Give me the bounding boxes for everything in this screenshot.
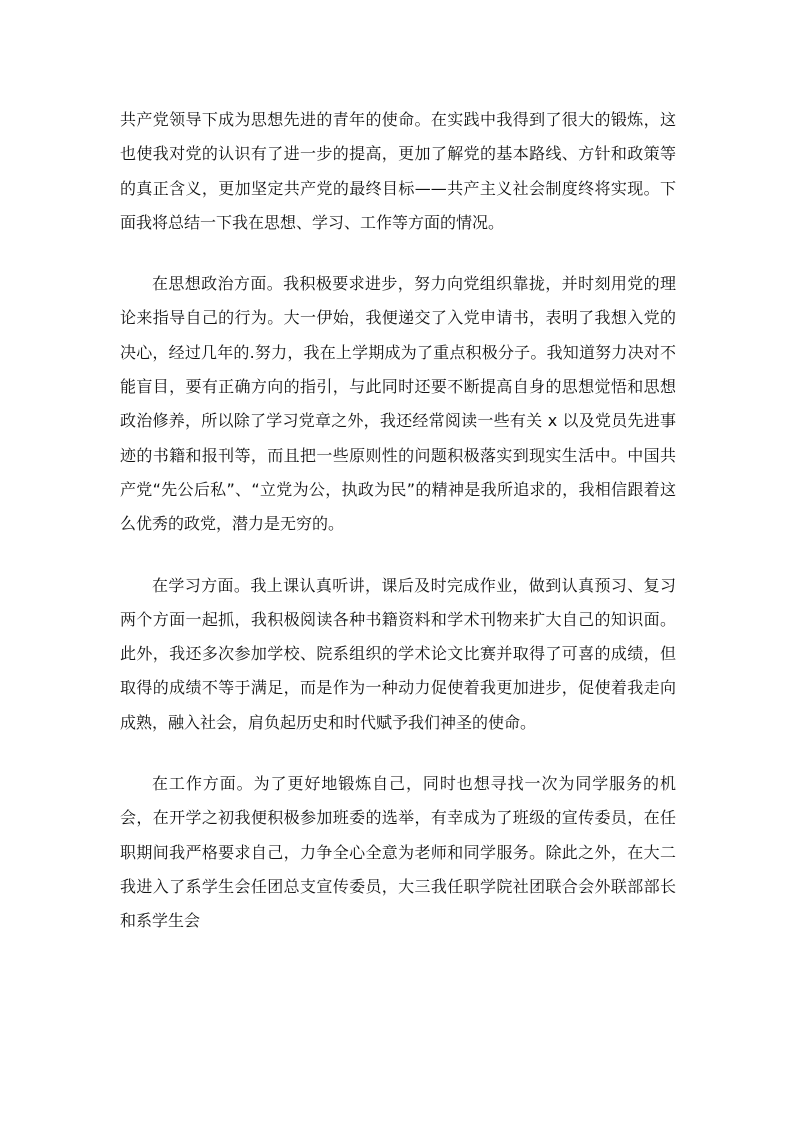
paragraph-continuation: 共产党领导下成为思想先进的青年的使命。在实践中我得到了很大的锻炼，这也使我对党的认识有了进一步的提高，更加了解党的基本路线、方针和政策等的真正含义，更加坚定共产党的最终目标——共产主义社会制度终将实现。下面我将总结一下我在思想、学习、工作等方面的情况。 xyxy=(120,110,676,232)
paragraph-ideology: 在思想政治方面。我积极要求进步，努力向党组织靠拢，并时刻用党的理论来指导自己的行为。大一伊始，我便递交了入党申请书，表明了我想入党的决心，经过几年的.努力，我在上学期成为了重点积极分子。我知道努力决对不能盲目，要有正确方向的指引，与此同时还要不断提高自身的思想觉悟和思想政治修养，所以除了学习党章之外，我还经常阅读一些有关 x 以及党员先进事迹的书籍和报刊等，而且把一些原则性的问题积极落实到现实生活中。中国共产党“先公后私”、“立党为公，执政为民”的精神是我所追求的，我相信跟着这么优秀的政党，潜力是无穷的。 xyxy=(120,274,676,534)
paragraph-work: 在工作方面。为了更好地锻炼自己，同时也想寻找一次为同学服务的机会，在开学之初我便积极参加班委的选举，有幸成为了班级的宣传委员，在任职期间我严格要求自己，力争全心全意为老师和同学服务。除此之外，在大二我进入了系学生会任团总支宣传委员，大三我任职学院社团联合会外联部部长和系学生会 xyxy=(120,774,676,931)
document-body xyxy=(120,103,676,966)
paragraph-study: 在学习方面。我上课认真听讲，课后及时完成作业，做到认真预习、复习两个方面一起抓，我积极阅读各种书籍资料和学术刊物来扩大自己的知识面。此外，我还多次参加学校、院系组织的学术论文比赛并取得了可喜的成绩，但取得的成绩不等于满足，而是作为一种动力促使着我更加进步，促使着我走向成熟，融入社会，肩负起历史和时代赋予我们神圣的使命。 xyxy=(120,575,676,732)
